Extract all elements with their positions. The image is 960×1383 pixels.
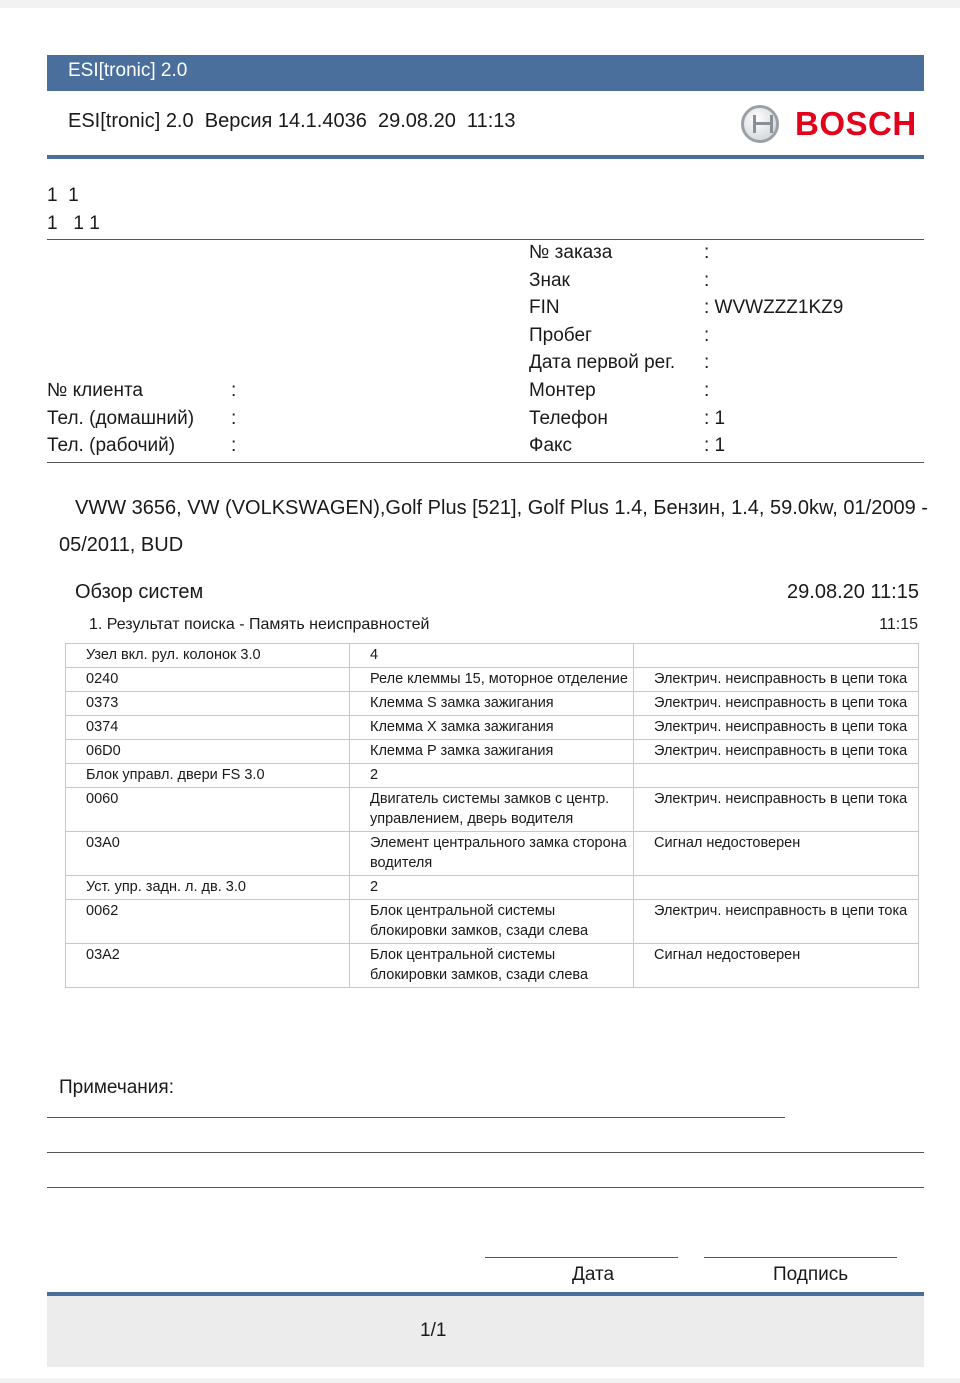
description-cell: Блок центральной системы блокировки замков, сзади слева bbox=[350, 944, 634, 988]
brand-name: BOSCH bbox=[795, 105, 917, 142]
client-number-label: № клиента bbox=[47, 380, 144, 401]
description-cell: Элемент центрального замка сторона водителя bbox=[350, 832, 634, 876]
fault-type-cell: Электрич. неисправность в цепи тока bbox=[634, 692, 919, 716]
description-cell: 2 bbox=[350, 876, 634, 900]
date-label: Дата bbox=[572, 1264, 615, 1285]
work-phone-label: Тел. (рабочий) bbox=[47, 435, 176, 456]
table-row bbox=[66, 764, 919, 788]
app-title-bar bbox=[47, 55, 924, 91]
sign-value: : bbox=[704, 270, 710, 291]
table-row bbox=[66, 692, 919, 716]
table-row bbox=[66, 716, 919, 740]
code-cell: 0373 bbox=[66, 692, 350, 716]
fax-label: Факс bbox=[529, 435, 573, 456]
table-row bbox=[66, 900, 919, 944]
fault-type-cell: Электрич. неисправность в цепи тока bbox=[634, 740, 919, 764]
mechanic-label: Монтер bbox=[529, 380, 596, 401]
order-number-value: : bbox=[704, 242, 710, 263]
fault-type-cell: Электрич. неисправность в цепи тока bbox=[634, 668, 919, 692]
code-cell: 03A0 bbox=[66, 832, 350, 876]
code-cell: Узел вкл. рул. колонок 3.0 bbox=[66, 644, 350, 668]
code-cell: 03A2 bbox=[66, 944, 350, 988]
description-cell: Клемма P замка зажигания bbox=[350, 740, 634, 764]
code-cell: 0240 bbox=[66, 668, 350, 692]
table-row bbox=[66, 644, 919, 668]
mileage-label: Пробег bbox=[529, 325, 592, 346]
description-cell: Клемма S замка зажигания bbox=[350, 692, 634, 716]
description-cell: Клемма X замка зажигания bbox=[350, 716, 634, 740]
table-row bbox=[66, 740, 919, 764]
fault-type-cell: Электрич. неисправность в цепи тока bbox=[634, 788, 919, 832]
fax-value: : 1 bbox=[704, 435, 726, 456]
fault-type-cell bbox=[634, 876, 919, 900]
bosch-armature-icon bbox=[741, 105, 779, 143]
overview-timestamp: 29.08.20 11:15 bbox=[787, 581, 919, 603]
address-line-1: 1 1 bbox=[47, 185, 79, 206]
notes-line-2 bbox=[47, 1152, 924, 1153]
document-page bbox=[0, 8, 960, 1378]
overview-title: Обзор систем bbox=[75, 581, 204, 603]
description-cell: Блок центральной системы блокировки замков, сзади слева bbox=[350, 900, 634, 944]
fault-type-cell bbox=[634, 644, 919, 668]
phone-value: : 1 bbox=[704, 408, 726, 429]
page-footer bbox=[47, 1292, 924, 1367]
signature-label: Подпись bbox=[773, 1264, 849, 1285]
fault-type-cell: Электрич. неисправность в цепи тока bbox=[634, 716, 919, 740]
search-result-time: 11:15 bbox=[879, 616, 918, 633]
header-divider bbox=[47, 155, 924, 159]
notes-line-1 bbox=[47, 1117, 785, 1118]
mileage-value: : bbox=[704, 325, 710, 346]
version-line: ESI[tronic] 2.0 Версия 14.1.4036 29.08.20 11:13 bbox=[68, 110, 516, 132]
code-cell: 06D0 bbox=[66, 740, 350, 764]
notes-title: Примечания: bbox=[59, 1077, 174, 1098]
phone-label: Телефон bbox=[529, 408, 608, 429]
mechanic-value: : bbox=[704, 380, 710, 401]
fin-value: : WVWZZZ1KZ9 bbox=[704, 297, 844, 318]
code-cell: 0374 bbox=[66, 716, 350, 740]
table-row bbox=[66, 832, 919, 876]
table-row bbox=[66, 944, 919, 988]
description-cell: Двигатель системы замков с центр. управлением, дверь водителя bbox=[350, 788, 634, 832]
search-result-title: 1. Результат поиска - Память неисправностей bbox=[89, 616, 430, 633]
table-row bbox=[66, 668, 919, 692]
page-number: 1/1 bbox=[420, 1320, 447, 1341]
address-divider bbox=[47, 239, 924, 240]
address-line-2: 1 1 1 bbox=[47, 213, 100, 234]
first-registration-label: Дата первой рег. bbox=[529, 352, 676, 373]
description-cell: 2 bbox=[350, 764, 634, 788]
order-number-label: № заказа bbox=[529, 242, 613, 263]
table-row bbox=[66, 788, 919, 832]
date-line bbox=[485, 1257, 678, 1258]
contact-divider bbox=[47, 462, 924, 463]
table-row bbox=[66, 876, 919, 900]
description-cell: 4 bbox=[350, 644, 634, 668]
code-cell: Уст. упр. задн. л. дв. 3.0 bbox=[66, 876, 350, 900]
vehicle-description: VWW 3656, VW (VOLKSWAGEN),Golf Plus [521], Golf Plus 1.4, Бензин, 1.4, 59.0kw, 01/2009 - 05/2011, BUD bbox=[59, 497, 928, 556]
first-registration-value: : bbox=[704, 352, 710, 373]
home-phone-label: Тел. (домашний) bbox=[47, 408, 195, 429]
notes-line-3 bbox=[47, 1187, 924, 1188]
client-number-value: : bbox=[231, 380, 237, 401]
fault-type-cell: Сигнал недостоверен bbox=[634, 832, 919, 876]
code-cell: 0062 bbox=[66, 900, 350, 944]
fault-type-cell: Электрич. неисправность в цепи тока bbox=[634, 900, 919, 944]
work-phone-value: : bbox=[231, 435, 237, 456]
fin-label: FIN bbox=[529, 297, 560, 318]
app-title: ESI[tronic] 2.0 bbox=[68, 60, 188, 81]
signature-line bbox=[704, 1257, 897, 1258]
description-cell: Реле клеммы 15, моторное отделение bbox=[350, 668, 634, 692]
fault-memory-table bbox=[65, 643, 919, 988]
code-cell: 0060 bbox=[66, 788, 350, 832]
code-cell: Блок управл. двери FS 3.0 bbox=[66, 764, 350, 788]
home-phone-value: : bbox=[231, 408, 237, 429]
fault-type-cell: Сигнал недостоверен bbox=[634, 944, 919, 988]
brand-logo bbox=[741, 104, 917, 144]
fault-type-cell bbox=[634, 764, 919, 788]
sign-label: Знак bbox=[529, 270, 570, 291]
